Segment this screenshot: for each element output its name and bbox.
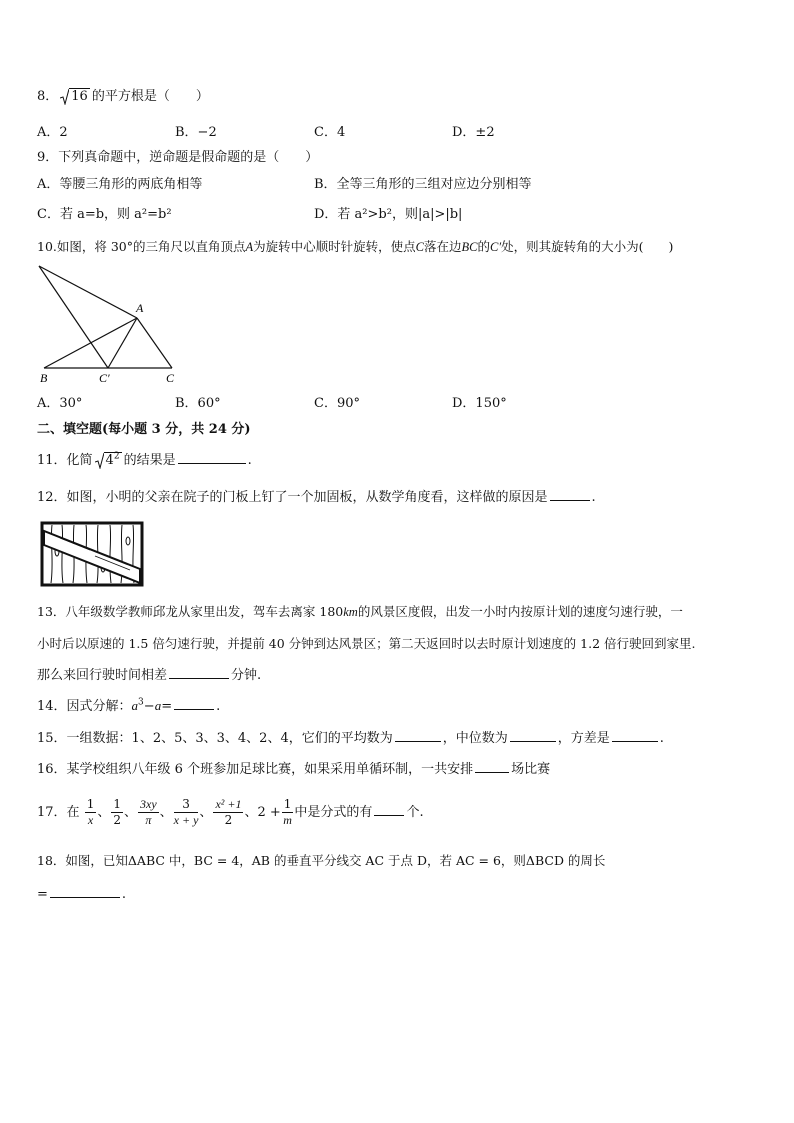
label-b: B bbox=[40, 371, 48, 385]
fraction-x2-plus-1-over-2: $\frac{\text{x² +1}}{2}$ bbox=[215, 797, 242, 827]
rotation-triangle-figure bbox=[34, 262, 184, 388]
label-c: C bbox=[166, 371, 175, 385]
q15-variance-blank[interactable] bbox=[612, 728, 658, 742]
q8-option-b: B．−2 bbox=[175, 125, 217, 140]
q10-option-c: C．90° bbox=[314, 396, 360, 411]
q10-option-d: D．150° bbox=[452, 396, 507, 411]
segment-ac bbox=[137, 318, 172, 368]
fraction-1-over-m: $\frac{1}{m}$ bbox=[283, 797, 292, 827]
q8-option-c: C．4 bbox=[314, 125, 346, 140]
question-12: 12．如图，小明的父亲在院子的门板上钉了一个加固板，从数学角度看，这样做的原因是 . bbox=[37, 487, 596, 507]
question-14: 14．因式分解：$a^3-a=$ . bbox=[37, 697, 221, 714]
q11-answer-blank[interactable] bbox=[178, 450, 246, 464]
q8-text: 的平方根是（ ） bbox=[91, 89, 209, 104]
question-17: 17．在 $\frac{1}{x}$ 、 $\frac{1}{2}$ 、 $\frac{3xy}{\pi}$ 、 $\frac{3}{x + y}$ 、 $\frac{\text{x² +1}}{2}$ 、2 + $\frac{1}{m}$ 中是分式的有 个. bbox=[37, 797, 424, 827]
segment-rotated-top bbox=[39, 266, 137, 318]
q18-answer-blank[interactable] bbox=[50, 884, 120, 898]
label-c-prime: C′ bbox=[99, 371, 110, 385]
q17-answer-blank[interactable] bbox=[374, 802, 404, 816]
q9-option-b: B．全等三角形的三组对应边分别相等 bbox=[314, 177, 532, 192]
question-15: 15．一组数据：1、2、5、3、3、4、2、4，它们的平均数为 ，中位数为 ，方差是 . bbox=[37, 728, 664, 748]
q10-option-b: B．60° bbox=[175, 396, 221, 411]
sqrt-16: 16 bbox=[60, 88, 90, 106]
sqrt-4-squared: $4^2$ bbox=[95, 452, 122, 470]
section-title-fill-in: 二、填空题(每小题 3 分，共 24 分) bbox=[37, 422, 251, 437]
radical-sign-icon bbox=[60, 88, 69, 105]
q14-answer-blank[interactable] bbox=[174, 696, 214, 710]
question-13-line-3: 那么来回行驶时间相差 分钟. bbox=[37, 665, 261, 685]
q9-option-d: D．若 a²>b²，则|a|>|b| bbox=[314, 207, 463, 222]
q10-option-a: A．30° bbox=[37, 396, 83, 411]
question-18-line-2: = . bbox=[37, 884, 126, 904]
fraction-3-over-x-plus-y: $\frac{3}{x + y}$ bbox=[173, 797, 199, 827]
q8-number: 8． bbox=[37, 89, 59, 104]
q8-option-d: D．±2 bbox=[452, 125, 495, 140]
question-13-line-1: 13．八年级数学教师邱龙从家里出发，驾车去离家 180km的风景区度假，出发一小时内按原计划的速度匀速行驶，一 bbox=[37, 604, 683, 619]
fraction-3xy-over-pi: $\frac{3xy}{\pi}$ bbox=[140, 797, 157, 827]
q15-mean-blank[interactable] bbox=[395, 728, 441, 742]
label-a: A bbox=[136, 301, 144, 315]
radical-sign-icon bbox=[95, 452, 104, 469]
q9-option-a: A．等腰三角形的两底角相等 bbox=[37, 177, 203, 192]
question-11: 11．化简 $4^2$ 的结果是 . bbox=[37, 451, 252, 468]
q15-median-blank[interactable] bbox=[510, 728, 556, 742]
question-8 bbox=[37, 88, 209, 106]
q13-answer-blank[interactable] bbox=[169, 665, 229, 679]
question-10: 10.如图，将 30°的三角尺以直角顶点A为旋转中心顺时针旋转，使点C落在边BC的C′处，则其旋转角的大小为( ) bbox=[37, 239, 674, 254]
question-16: 16．某学校组织八年级 6 个班参加足球比赛，如果采用单循环制，一共安排 场比赛 bbox=[37, 759, 550, 779]
question-18-line-1: 18．如图，已知ΔABC 中，BC = 4，AB 的垂直平分线交 AC 于点 D，若 AC = 6，则ΔBCD 的周长 bbox=[37, 853, 606, 868]
q12-answer-blank[interactable] bbox=[550, 487, 590, 501]
q9-option-c: C．若 a=b，则 a²=b² bbox=[37, 207, 172, 222]
reinforced-door-board-figure bbox=[40, 521, 144, 587]
fraction-1-over-x: $\frac{1}{x}$ bbox=[86, 797, 95, 827]
q16-answer-blank[interactable] bbox=[475, 759, 509, 773]
q8-option-a: A．2 bbox=[37, 125, 68, 140]
question-13-line-2: 小时后以原速的 1.5 倍匀速行驶，并提前 40 分钟到达风景区；第二天返回时以去时原计划速度的 1.2 倍行驶回到家里. bbox=[37, 636, 696, 651]
question-9: 9．下列真命题中，逆命题是假命题的是（ ） bbox=[37, 150, 319, 165]
fraction-1-over-2: $\frac{1}{2}$ bbox=[113, 797, 121, 827]
